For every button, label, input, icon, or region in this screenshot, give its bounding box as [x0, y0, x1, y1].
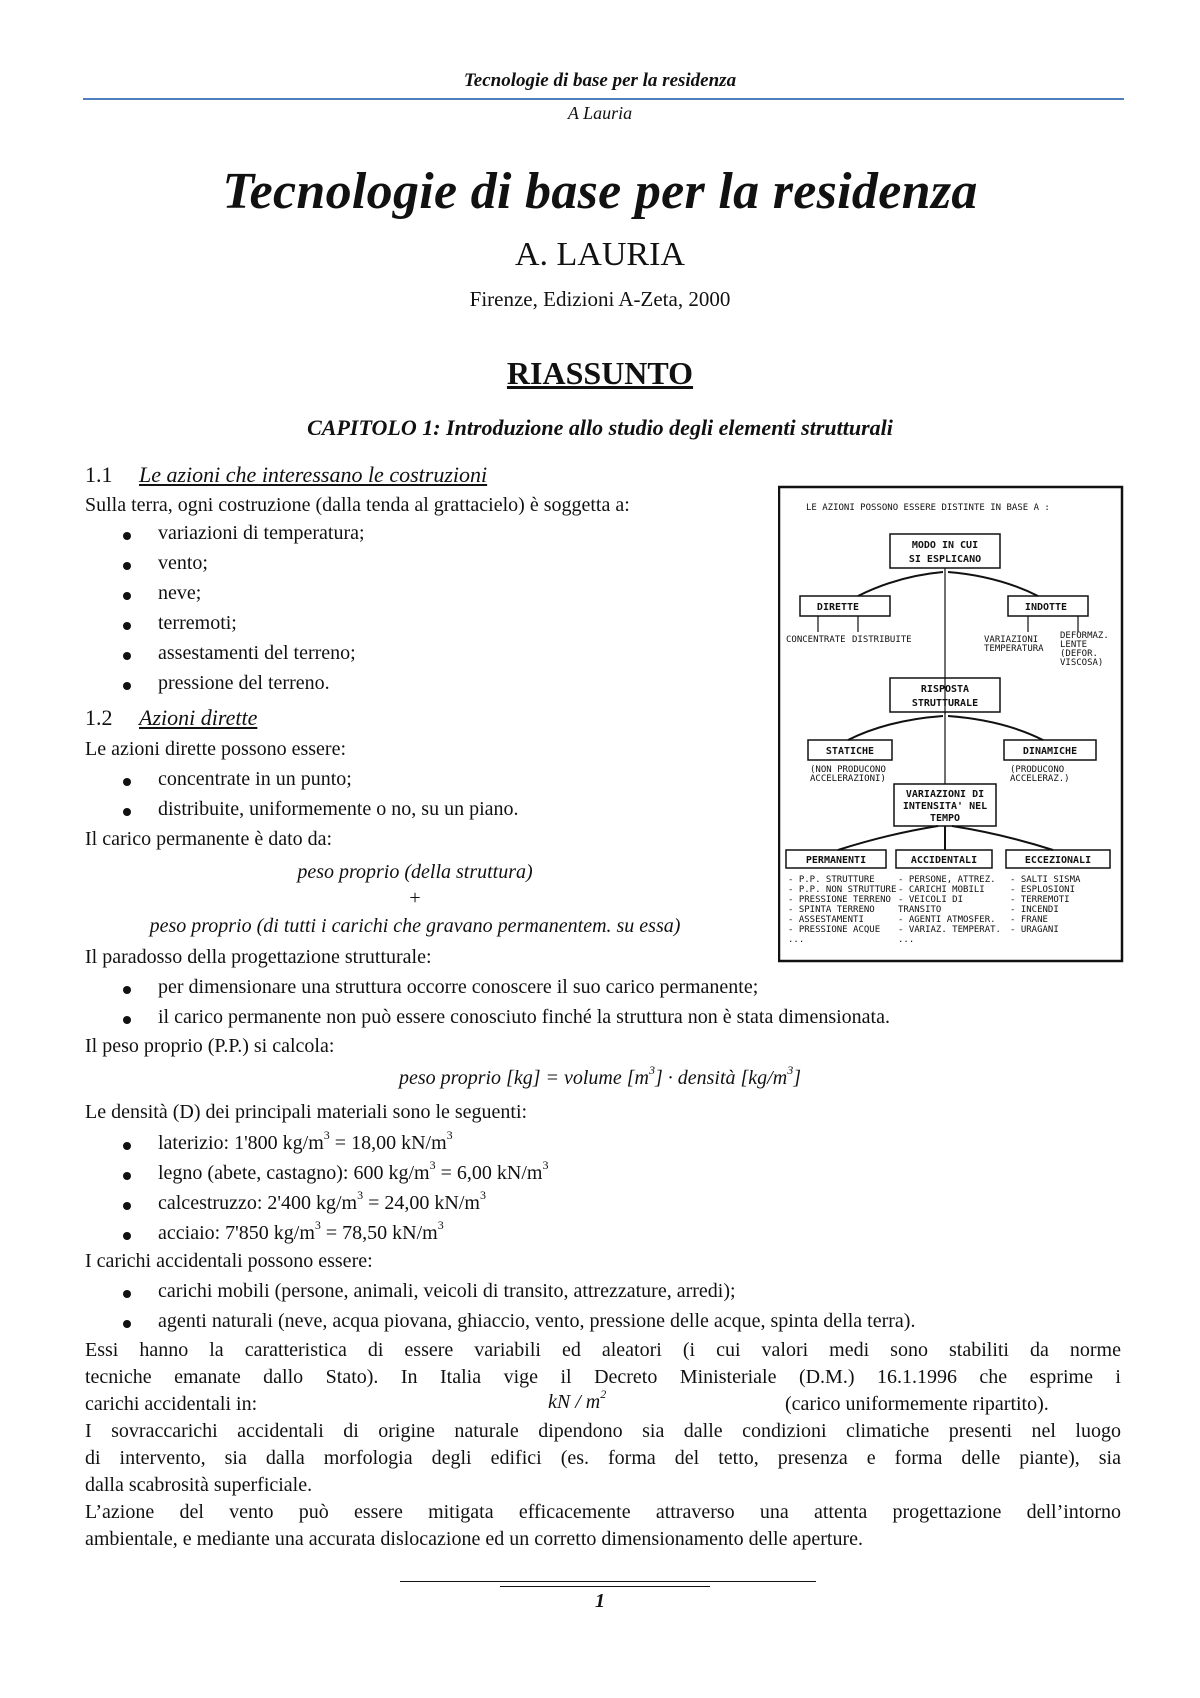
svg-text:- PRESSIONE ACQUE: - PRESSIONE ACQUE [788, 925, 881, 935]
svg-text:ACCELERAZIONI): ACCELERAZIONI) [810, 774, 886, 784]
svg-text:CONCENTRATE: CONCENTRATE [786, 635, 846, 645]
list-item: assestamenti del terreno; [123, 642, 356, 665]
section-1-1-intro: Sulla terra, ogni costruzione (dalla tenda al grattacielo) è soggetta a: [85, 494, 630, 516]
section-1-1-heading [85, 462, 487, 488]
svg-text:- P.P. STRUTTURE: - P.P. STRUTTURE [788, 875, 875, 885]
document-author: A. LAURIA [515, 236, 685, 273]
section-number: 1.2 [85, 705, 113, 730]
list-item: agenti naturali (neve, acqua piovana, ghiaccio, vento, pressione delle acque, spinta della terra). [123, 1310, 915, 1333]
own-weight-formula: peso proprio [kg] = volume $[m^3]$ · densità $[kg/m^3]$ [399, 1063, 801, 1089]
list-item: legno (abete, castagno): 600 $kg/m^3 = 6,00$ $kN/m^3$ [123, 1162, 548, 1185]
svg-text:(DEFOR.: (DEFOR. [1060, 649, 1098, 659]
svg-text:VARIAZIONI: VARIAZIONI [984, 635, 1039, 645]
list-item: carichi mobili (persone, animali, veicoli di transito, attrezzature, arredi); [123, 1280, 736, 1303]
svg-text:ACCIDENTALI: ACCIDENTALI [910, 855, 978, 866]
page-number: 1 [595, 1590, 605, 1612]
svg-text:RISPOSTA: RISPOSTA [920, 684, 970, 695]
section-title: Azioni dirette [139, 705, 258, 730]
list-item: concentrate in un punto; [123, 768, 352, 791]
actions-classification-diagram [778, 484, 1124, 964]
svg-text:- VEICOLI DI: - VEICOLI DI [898, 895, 964, 905]
svg-text:- FRANE: - FRANE [1010, 915, 1048, 925]
svg-text:- INCENDI: - INCENDI [1010, 905, 1059, 915]
svg-text:- TERREMOTI: - TERREMOTI [1010, 895, 1070, 905]
list-item: il carico permanente non può essere conosciuto finché la struttura non è stata dimensionata. [123, 1006, 890, 1029]
svg-text:DIRETTE: DIRETTE [816, 602, 860, 613]
svg-text:- ASSESTAMENTI: - ASSESTAMENTI [788, 915, 864, 925]
svg-text:...: ... [898, 935, 915, 945]
list-item: distribuite, uniformemente o no, su un piano. [123, 798, 519, 821]
summary-heading: RIASSUNTO [506, 355, 694, 391]
svg-text:- AGENTI ATMOSFER.: - AGENTI ATMOSFER. [898, 915, 996, 925]
svg-text:LENTE: LENTE [1060, 640, 1088, 650]
footer-rule [400, 1581, 816, 1582]
svg-text:DINAMICHE: DINAMICHE [1022, 746, 1078, 757]
svg-text:(NON PRODUCONO: (NON PRODUCONO [810, 765, 886, 775]
svg-text:- VARIAZ. TEMPERAT.: - VARIAZ. TEMPERAT. [898, 925, 1001, 935]
svg-text:...: ... [788, 935, 805, 945]
svg-text:- PERSONE, ATTREZ.: - PERSONE, ATTREZ. [898, 875, 996, 885]
paragraph-line: carichi accidentali in: [85, 1393, 258, 1415]
svg-text:- P.P. NON STRUTTURE: - P.P. NON STRUTTURE [788, 885, 897, 895]
svg-text:DISTRIBUITE: DISTRIBUITE [852, 635, 912, 645]
svg-text:- CARICHI MOBILI: - CARICHI MOBILI [898, 885, 985, 895]
svg-text:SI ESPLICANO: SI ESPLICANO [908, 554, 982, 565]
svg-text:- SPINTA TERRENO: - SPINTA TERRENO [788, 905, 875, 915]
unit-kn-per-m2: kN / $m^2$ [548, 1387, 607, 1413]
permanent-load-intro: Il carico permanente è dato da: [85, 828, 333, 850]
svg-text:- ESPLOSIONI: - ESPLOSIONI [1010, 885, 1076, 895]
list-item: laterizio: 1'800 $kg/m^3 = 18,00$ $kN/m^3$ [123, 1132, 453, 1155]
svg-text:TRANSITO: TRANSITO [898, 905, 942, 915]
running-header-title: Tecnologie di base per la residenza [463, 70, 737, 91]
header-rule [83, 98, 1124, 100]
section-1-2-heading [85, 705, 257, 731]
svg-text:ACCELERAZ.): ACCELERAZ.) [1010, 774, 1070, 784]
paragraph-line: Essi hanno la caratteristica di essere variabili ed aleatori (i cui valori medi sono stabiliti da norme [85, 1339, 1121, 1361]
list-item: pressione del terreno. [123, 672, 330, 695]
paragraph-line: L’azione del vento può essere mitigata efficacemente attraverso una attenta progettazione dell’intorno [85, 1501, 1121, 1523]
svg-text:- SALTI SISMA: - SALTI SISMA [1010, 875, 1081, 885]
section-number: 1.1 [85, 462, 113, 487]
paragraph-line: dalla scabrosità superficiale. [85, 1474, 313, 1496]
svg-text:(PRODUCONO: (PRODUCONO [1010, 765, 1065, 775]
paragraph-line: ambientale, e mediante una accurata dislocazione ed un corretto dimensionamento delle aperture. [85, 1528, 863, 1550]
paragraph-line: tecniche emanate dallo Stato). In Italia vige il Decreto Ministeriale (D.M.) 16.1.1996 che esprime i [85, 1366, 1121, 1388]
paradox-intro: Il paradosso della progettazione strutturale: [85, 946, 432, 968]
list-item: vento; [123, 552, 208, 575]
formula-plus: + [409, 887, 421, 909]
svg-text:- PRESSIONE TERRENO: - PRESSIONE TERRENO [788, 895, 891, 905]
own-weight-intro: Il peso proprio (P.P.) si calcola: [85, 1035, 335, 1057]
svg-text:- URAGANI: - URAGANI [1010, 925, 1059, 935]
paragraph-line: I sovraccarichi accidentali di origine naturale dipendono sia dalle condizioni climatiche presenti nel luogo [85, 1420, 1121, 1442]
list-item: acciaio: 7'850 $kg/m^3 = 78,50$ $kN/m^3$ [123, 1222, 444, 1245]
svg-text:INDOTTE: INDOTTE [1024, 602, 1068, 613]
section-1-2-intro: Le azioni dirette possono essere: [85, 738, 347, 760]
diagram-caption: LE AZIONI POSSONO ESSERE DISTINTE IN BASE A : [806, 503, 1050, 513]
list-item: variazioni di temperatura; [123, 522, 365, 545]
running-header-author: A Lauria [567, 103, 633, 123]
document-title: Tecnologie di base per la residenza [222, 163, 978, 220]
density-intro: Le densità (D) dei principali materiali sono le seguenti: [85, 1101, 528, 1123]
list-item: per dimensionare una struttura occorre conoscere il suo carico permanente; [123, 976, 758, 999]
list-item: terremoti; [123, 612, 237, 635]
section-title: Le azioni che interessano le costruzioni [139, 462, 488, 487]
svg-text:STATICHE: STATICHE [825, 746, 875, 757]
document-publication: Firenze, Edizioni A-Zeta, 2000 [469, 287, 731, 311]
list-item: neve; [123, 582, 201, 605]
svg-text:MODO IN CUI: MODO IN CUI [911, 540, 979, 551]
svg-text:TEMPO: TEMPO [929, 813, 961, 824]
accidental-intro: I carichi accidentali possono essere: [85, 1250, 373, 1272]
svg-text:TEMPERATURA: TEMPERATURA [984, 644, 1044, 654]
footer-rule-short [500, 1586, 710, 1587]
svg-text:VARIAZIONI DI: VARIAZIONI DI [905, 789, 985, 800]
svg-text:VISCOSA): VISCOSA) [1060, 658, 1104, 668]
chapter-heading: CAPITOLO 1: Introduzione allo studio degli elementi strutturali [307, 415, 893, 440]
svg-text:DEFORMAZ.: DEFORMAZ. [1060, 631, 1109, 641]
paragraph-line: (carico uniformemente ripartito). [785, 1393, 1049, 1415]
svg-text:STRUTTURALE: STRUTTURALE [911, 698, 979, 709]
svg-text:PERMANENTI: PERMANENTI [805, 855, 867, 866]
formula-own-weight-loads: peso proprio (di tutti i carichi che gravano permanentem. su essa) [149, 915, 681, 937]
formula-own-weight-structure: peso proprio (della struttura) [297, 861, 533, 883]
list-item: calcestruzzo: 2'400 $kg/m^3 = 24,00$ $kN/m^3$ [123, 1192, 486, 1215]
svg-text:ECCEZIONALI: ECCEZIONALI [1024, 855, 1092, 866]
svg-text:INTENSITA' NEL: INTENSITA' NEL [902, 801, 988, 812]
paragraph-line: di intervento, sia dalla morfologia degli edifici (es. forma del tetto, presenza e forma delle piante), sia [85, 1447, 1121, 1469]
